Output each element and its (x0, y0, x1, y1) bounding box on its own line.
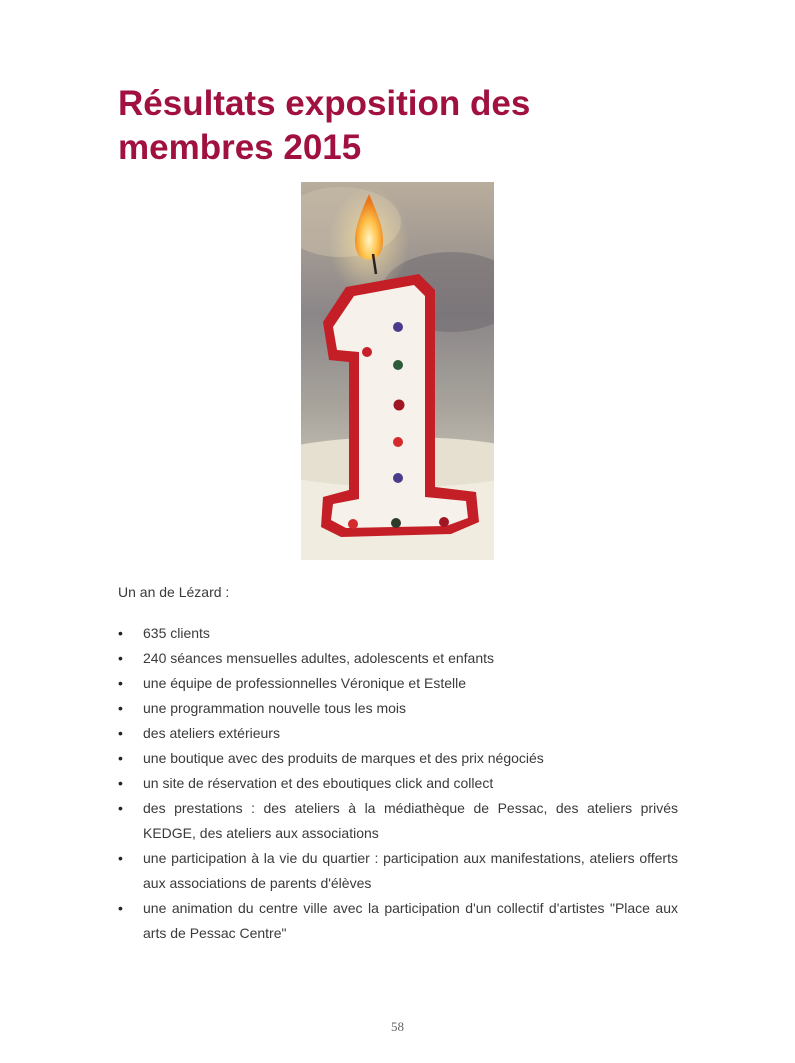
bullet-icon: • (118, 700, 123, 716)
list-item: • une équipe de professionnelles Véronique et Estelle (118, 671, 678, 696)
list-item: • 240 séances mensuelles adultes, adolescents et enfants (118, 646, 678, 671)
list-item: • un site de réservation et des eboutiques click and collect (118, 771, 678, 796)
list-item: • des prestations : des ateliers à la médiathèque de Pessac, des ateliers privés KEDGE, des ateliers aux associations (118, 796, 678, 846)
page-number: 58 (391, 1019, 404, 1034)
list-item: • une animation du centre ville avec la participation d'un collectif d'artistes "Place aux arts de Pessac Centre" (118, 896, 678, 946)
results-list (118, 621, 678, 946)
bullet-icon: • (118, 900, 123, 916)
candle-photo (301, 182, 494, 560)
bullet-icon: • (118, 675, 123, 691)
list-item: • 635 clients (118, 621, 678, 646)
list-item: • des ateliers extérieurs (118, 721, 678, 746)
bullet-icon: • (118, 800, 123, 816)
bullet-icon: • (118, 725, 123, 741)
intro-text: Un an de Lézard : (118, 584, 230, 600)
bullet-icon: • (118, 650, 123, 666)
list-item: • une programmation nouvelle tous les mois (118, 696, 678, 721)
list-item: • une participation à la vie du quartier : participation aux manifestations, ateliers offerts aux associations de parents d'élèves (118, 846, 678, 896)
list-item: • une boutique avec des produits de marques et des prix négociés (118, 746, 678, 771)
bullet-icon: • (118, 850, 123, 866)
bullet-icon: • (118, 775, 123, 791)
bullet-icon: • (118, 625, 123, 641)
bullet-icon: • (118, 750, 123, 766)
page-title: Résultats exposition des membres 2015 (118, 84, 531, 167)
